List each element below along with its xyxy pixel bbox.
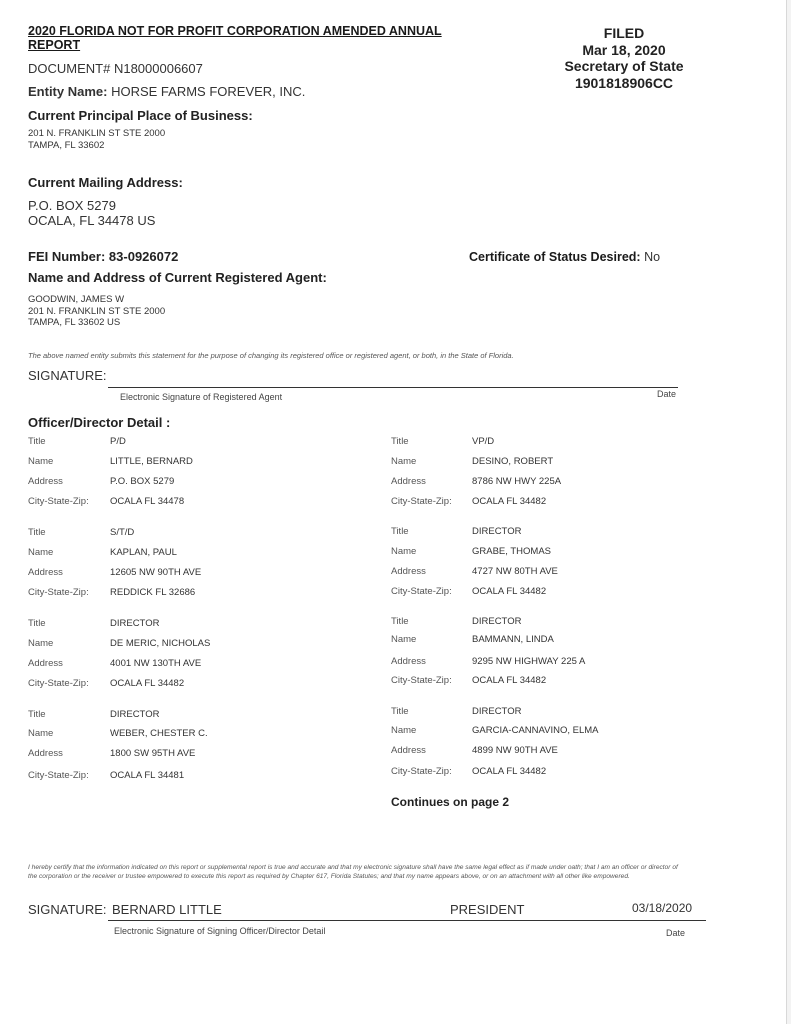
officer-csz: OCALA FL 34481 bbox=[110, 770, 185, 781]
registered-agent-heading: Name and Address of Current Registered Agent: bbox=[28, 270, 327, 285]
officer-title: P/D bbox=[110, 436, 126, 447]
fei-row bbox=[28, 249, 178, 264]
officer-signature-date: 03/18/2020 bbox=[632, 901, 693, 915]
entity-name-row bbox=[28, 84, 305, 99]
principal-place-heading: Current Principal Place of Business: bbox=[28, 108, 253, 123]
filed-stamp bbox=[548, 25, 700, 91]
officer-title: DIRECTOR bbox=[110, 618, 160, 629]
continues-note: Continues on page 2 bbox=[391, 795, 510, 809]
officer-name-label: Name bbox=[391, 546, 417, 557]
agent-signature-caption: Electronic Signature of Registered Agent bbox=[120, 392, 283, 402]
officer-name: BAMMANN, LINDA bbox=[472, 634, 554, 645]
entity-name-label: Entity Name: bbox=[28, 84, 108, 99]
report-title bbox=[28, 24, 442, 52]
officer-signature-caption: Electronic Signature of Signing Officer/Director Detail bbox=[114, 926, 326, 936]
mailing-address-heading: Current Mailing Address: bbox=[28, 175, 183, 190]
officer-address-label: Address bbox=[28, 658, 63, 669]
officer-name-label: Name bbox=[391, 725, 417, 736]
officer-address: 8786 NW HWY 225A bbox=[472, 476, 562, 487]
officer-csz-label: City-State-Zip: bbox=[391, 766, 452, 777]
officers-heading: Officer/Director Detail : bbox=[28, 415, 171, 430]
filed-agency: Secretary of State bbox=[564, 58, 684, 74]
officer-csz: OCALA FL 34482 bbox=[110, 678, 185, 689]
officer-name-label: Name bbox=[28, 728, 54, 739]
principal-place-line2: TAMPA, FL 33602 bbox=[28, 139, 105, 151]
officer-csz-label: City-State-Zip: bbox=[28, 678, 89, 689]
officer-csz-label: City-State-Zip: bbox=[28, 496, 89, 507]
officer-csz-label: City-State-Zip: bbox=[391, 675, 452, 686]
officer-name: LITTLE, BERNARD bbox=[110, 456, 193, 467]
registered-agent-line2: 201 N. FRANKLIN ST STE 2000 bbox=[28, 305, 166, 317]
officer-csz-label: City-State-Zip: bbox=[391, 586, 452, 597]
certificate-status-label: Certificate of Status Desired: bbox=[469, 250, 641, 264]
principal-place-address bbox=[28, 128, 165, 151]
officer-title: DIRECTOR bbox=[472, 616, 522, 627]
certificate-status-value: No bbox=[644, 250, 661, 264]
officer-csz-label: City-State-Zip: bbox=[391, 496, 452, 507]
officer-csz: OCALA FL 34478 bbox=[110, 496, 185, 507]
officer-name: DE MERIC, NICHOLAS bbox=[110, 638, 211, 649]
officer-signature-name: BERNARD LITTLE bbox=[112, 902, 222, 917]
officer-title-label: Title bbox=[391, 706, 409, 717]
officer-address: 12605 NW 90TH AVE bbox=[110, 567, 202, 578]
officer-address-label: Address bbox=[391, 566, 426, 577]
officer-title: S/T/D bbox=[110, 527, 135, 538]
officer-signature-line bbox=[108, 920, 706, 921]
officer-title-label: Title bbox=[28, 709, 46, 720]
officer-title-label: Title bbox=[391, 436, 409, 447]
agent-signature-line bbox=[108, 387, 678, 388]
officer-signature-date-caption: Date bbox=[666, 928, 686, 938]
officer-address: P.O. BOX 5279 bbox=[110, 476, 175, 487]
officer-address: 1800 SW 95TH AVE bbox=[110, 748, 196, 759]
officer-name: WEBER, CHESTER C. bbox=[110, 728, 208, 739]
officer-address-label: Address bbox=[391, 745, 426, 756]
officer-address: 4727 NW 80TH AVE bbox=[472, 566, 558, 577]
registered-agent-line3: TAMPA, FL 33602 US bbox=[28, 317, 121, 328]
officer-address-label: Address bbox=[28, 748, 63, 759]
officer-title: DIRECTOR bbox=[472, 526, 522, 537]
entity-name-value: HORSE FARMS FOREVER, INC. bbox=[111, 84, 306, 99]
officer-title-label: Title bbox=[28, 436, 46, 447]
officer-name-label: Name bbox=[28, 547, 54, 558]
officer-name: GARCIA-CANNAVINO, ELMA bbox=[472, 725, 599, 736]
officer-title-label: Title bbox=[391, 616, 409, 627]
fei-label: FEI Number: bbox=[28, 249, 106, 264]
agent-statement: The above named entity submits this statement for the purpose of changing its registered office or registered agent, or both, in the State of Florida. bbox=[28, 351, 514, 360]
officer-title: DIRECTOR bbox=[110, 709, 160, 720]
officer-address: 4899 NW 90TH AVE bbox=[472, 745, 558, 756]
registered-agent-block bbox=[28, 294, 165, 329]
officer-name: DESINO, ROBERT bbox=[472, 456, 554, 467]
officer-csz-label: City-State-Zip: bbox=[28, 770, 89, 781]
principal-place-line1: 201 N. FRANKLIN ST STE 2000 bbox=[28, 128, 166, 139]
officer-signature-label: SIGNATURE: bbox=[28, 902, 107, 917]
officer-title-label: Title bbox=[28, 527, 46, 538]
officer-name-label: Name bbox=[28, 638, 54, 649]
officer-csz: REDDICK FL 32686 bbox=[110, 587, 196, 598]
document-number: DOCUMENT# N18000006607 bbox=[28, 61, 203, 76]
officer-address: 4001 NW 130TH AVE bbox=[110, 658, 202, 669]
certificate-status-row bbox=[469, 250, 660, 264]
filed-status: FILED bbox=[603, 25, 645, 41]
officer-csz: OCALA FL 34482 bbox=[472, 496, 547, 507]
officer-name: KAPLAN, PAUL bbox=[110, 547, 177, 558]
filed-date: Mar 18, 2020 bbox=[582, 41, 666, 58]
officer-title: VP/D bbox=[472, 436, 495, 447]
certification-text: I hereby certify that the information indicated on this report or supplemental report is true and accurate and that my electronic signature shall have the same legal effect as if made under oath; that I am an officer or director of the corporation or the receiver or trustee empowered to execute this report as required by Chapter 617, Florida Statutes; and that my name appears above, or on an attachment with all other like empowered. bbox=[28, 864, 678, 880]
officer-title: DIRECTOR bbox=[472, 706, 522, 717]
officer-address-label: Address bbox=[28, 476, 63, 487]
officer-csz-label: City-State-Zip: bbox=[28, 587, 89, 598]
report-title-line1: 2020 FLORIDA NOT FOR PROFIT CORPORATION AMENDED ANNUAL bbox=[28, 24, 442, 38]
mailing-address-line2: OCALA, FL 34478 US bbox=[28, 213, 156, 228]
fei-value: 83-0926072 bbox=[108, 249, 179, 264]
registered-agent-name: GOODWIN, JAMES W bbox=[28, 294, 125, 305]
officer-name-label: Name bbox=[28, 456, 54, 467]
officer-address-label: Address bbox=[28, 567, 63, 578]
officer-name-label: Name bbox=[391, 456, 417, 467]
officer-csz: OCALA FL 34482 bbox=[472, 675, 547, 686]
mailing-address bbox=[28, 198, 155, 228]
officer-name: GRABE, THOMAS bbox=[472, 546, 552, 557]
agent-signature-label: SIGNATURE: bbox=[28, 368, 107, 383]
officer-csz: OCALA FL 34482 bbox=[472, 586, 547, 597]
filed-code: 1901818906CC bbox=[574, 74, 674, 91]
agent-signature-date-caption: Date bbox=[657, 389, 677, 399]
officer-title-label: Title bbox=[391, 526, 409, 537]
officer-address-label: Address bbox=[391, 656, 426, 667]
officer-csz: OCALA FL 34482 bbox=[472, 766, 547, 777]
officer-name-label: Name bbox=[391, 634, 417, 645]
report-title-line2: REPORT bbox=[28, 38, 81, 52]
officer-address: 9295 NW HIGHWAY 225 A bbox=[472, 656, 586, 667]
officer-address-label: Address bbox=[391, 476, 426, 487]
officer-signature-title: PRESIDENT bbox=[450, 902, 525, 917]
officer-title-label: Title bbox=[28, 618, 46, 629]
mailing-address-line1: P.O. BOX 5279 bbox=[28, 198, 116, 213]
